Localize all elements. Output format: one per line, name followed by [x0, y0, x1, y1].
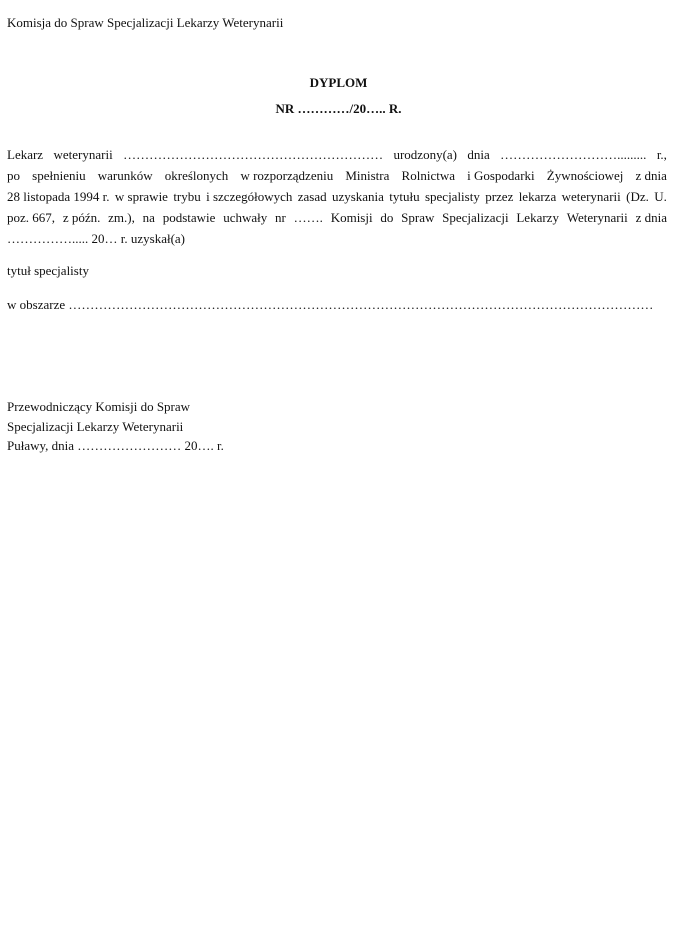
body-word: ……………………………………………………	[123, 147, 384, 162]
body-word: Lekarz	[7, 147, 44, 162]
body-word: po	[7, 168, 20, 183]
signature-place-date: Puławy, dnia …………………… 20…. r.	[7, 438, 224, 453]
body-line-3	[7, 186, 667, 207]
body-word: przez	[485, 189, 514, 204]
body-word: z dnia	[635, 210, 667, 225]
body-word: r.,	[656, 147, 667, 162]
diploma-title: DYPLOM	[309, 75, 368, 90]
body-word: z dnia	[635, 168, 667, 183]
body-line-2	[7, 165, 667, 186]
body-word: Specjalizacji	[442, 210, 509, 225]
body-word: zasad	[297, 189, 327, 204]
body-word: U.	[654, 189, 667, 204]
body-word: uzyskania	[331, 189, 384, 204]
body-word: specjalisty	[424, 189, 480, 204]
field-area-line: w obszarze ………………………………………………………………………………………………………………………	[7, 297, 654, 312]
body-word: do	[380, 210, 394, 225]
body-word: uchwały	[223, 210, 268, 225]
body-word: lekarza	[518, 189, 557, 204]
body-word: Komisji	[330, 210, 373, 225]
body-word: na	[142, 210, 155, 225]
body-word: 28 listopada 1994 r.	[7, 189, 110, 204]
diploma-number: NR …………/20….. R.	[275, 101, 402, 116]
body-line-5: ……………..... 20… r. uzyskał(a)	[7, 231, 186, 246]
body-word: poz. 667,	[7, 210, 56, 225]
diploma-body	[7, 144, 667, 249]
body-word: warunków	[97, 168, 153, 183]
body-word: Ministra	[345, 168, 390, 183]
commission-header: Komisja do Spraw Specjalizacji Lekarzy Weterynarii	[7, 15, 284, 30]
body-word: tytułu	[389, 189, 420, 204]
body-word: podstawie	[162, 210, 216, 225]
body-line-4	[7, 207, 667, 228]
body-word: zm.),	[108, 210, 135, 225]
body-word: nr	[275, 210, 286, 225]
body-word: Spraw	[401, 210, 435, 225]
body-word: Rolnictwa	[401, 168, 455, 183]
body-word: określonych	[164, 168, 229, 183]
body-word: trybu	[173, 189, 201, 204]
signature-line-2: Specjalizacji Lekarzy Weterynarii	[7, 418, 184, 434]
body-word: spełnieniu	[32, 168, 86, 183]
signature-line-1: Przewodniczący Komisji do Spraw	[7, 399, 191, 414]
body-line-1	[7, 144, 667, 165]
specialist-title-label: tytuł specjalisty	[7, 263, 89, 278]
body-word: z późn.	[62, 210, 101, 225]
body-word: …….	[293, 210, 323, 225]
signature-block	[7, 397, 224, 456]
body-word: ……………………….........	[500, 147, 647, 162]
body-word: i szczegółowych	[206, 189, 293, 204]
body-word: weterynarii	[53, 147, 113, 162]
body-word: i Gospodarki	[467, 168, 535, 183]
body-word: weterynarii	[561, 189, 621, 204]
body-word: Lekarzy	[516, 210, 559, 225]
body-word: urodzony(a)	[393, 147, 457, 162]
body-word: (Dz.	[626, 189, 649, 204]
body-word: Weterynarii	[566, 210, 628, 225]
body-word: dnia	[467, 147, 490, 162]
body-word: Żywnościowej	[546, 168, 624, 183]
body-word: w sprawie	[114, 189, 168, 204]
body-word: w rozporządzeniu	[240, 168, 334, 183]
